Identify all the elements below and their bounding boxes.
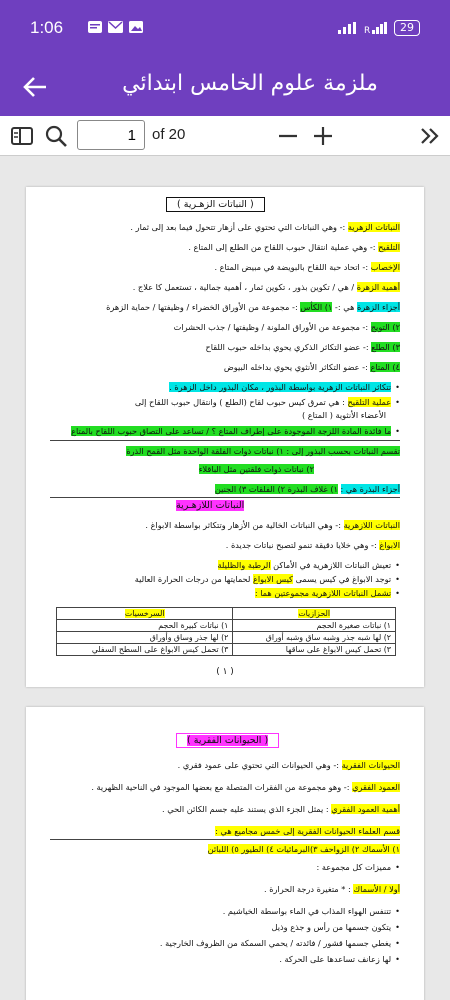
pdf-page-2 (26, 707, 424, 1000)
table-cell: ٣) تحمل كيس الابواغ على ساقها (233, 644, 396, 656)
back-arrow-icon[interactable] (20, 72, 50, 102)
system-icons (338, 20, 420, 36)
page2-title: ( الحيوانات الفقرية ) (176, 733, 279, 748)
status-time: 1:06 (30, 18, 64, 37)
text-line: ٢) التويج :- مجموعة من الأوراق الملونة / وظيفتها / جذب الحشرات (173, 322, 400, 332)
table-cell: ٢) لها شبه جذر وشبه ساق وشبه أوراق (233, 632, 396, 644)
table-row (57, 620, 396, 632)
bullet-line: • تتكاثر النباتات الزهرية بواسطة البذور ، مكان البذور داخل الزهرة . (169, 381, 400, 393)
bullet-line: • توجد الابواغ في كيس يسمى كيس الابواغ لحمايتها من درجات الحرارة العالية (135, 573, 400, 585)
table-row (57, 632, 396, 644)
page1-title: ( النباتات الزهـرية ) (166, 197, 265, 212)
book-outline-icon[interactable] (10, 124, 34, 148)
text-line: الإخصاب :- اتحاد حبة اللقاح بالبويضة في مبيض المتاع . (214, 262, 400, 272)
text-line: أهمية الزهرة / هي / تكوين بذور ، تكوين ثمار ، أهمية جمالية ، تستعمل كا علاج . (132, 282, 400, 292)
text-line: التلقيح :- وهي عملية انتقال حبوب اللقاح من الطلع إلى المتاع . (188, 242, 400, 252)
battery-icon: 29 (394, 20, 420, 36)
bullet-line: • عملية التلقيح : هي تمرق كيس حبوب لقاح (الطلع ) وانتقال حبوب اللقاح إلى (135, 396, 400, 408)
table-header: الحزازيات (233, 608, 396, 620)
bullet-line: • مميزات كل مجموعة : (316, 861, 400, 873)
table-row (57, 644, 396, 656)
page-total: of 20 (152, 126, 186, 143)
bullet-line: • ما فائدة المادة اللزجة الموجودة على إطراف المتاع ؟ / تساعد على التصاق حبوب اللقاح بالمتاع (71, 425, 400, 437)
text-line: ٢) نباتات ذوات فلقتين مثل الباقلاء (198, 464, 314, 474)
zoom-out-icon[interactable] (276, 124, 300, 148)
table-cell: ١) نباتات صغيرة الحجم (233, 620, 396, 632)
text-line: ١) الأسماك ٢) الزواحف ٣)البرمائيات ٤) الطيور ٥) اللبائن (207, 844, 400, 854)
text-line: العمود الفقري :- وهو مجموعة من الفقرات المتصلة مع بعضها الموجود في الناحية الظهرية . (91, 782, 400, 792)
text-line: ٤) المتاع :- عضو التكاثر الأنثوي يحوي بداخله البيوض (223, 362, 400, 372)
text-line: الابواغ :- وهي خلايا دقيقة تنمو لتصبح نباتات جديدة . (225, 540, 400, 550)
bullet-line: • يتكون جسمها من رأس و جذع وذيل (272, 921, 400, 933)
image-icon (129, 21, 143, 33)
status-bar (0, 0, 450, 58)
page1-title2: النباتات اللازهـرية (176, 500, 245, 511)
message-icon (88, 21, 102, 33)
double-chevron-right-icon[interactable] (418, 124, 442, 148)
text-line: النباتات اللازهرية :- وهي النباتات الخالية من الأزهار وتتكاثر بواسطة الابواغ . (145, 520, 400, 530)
bullet-line: • لها زعانف تساعدها على الحركة . (279, 953, 400, 965)
bullet-line-cont: الأعضاء الأنثوية ( المتاع ) (301, 410, 386, 420)
table-cell: ١) نباتات كبيرة الحجم (57, 620, 233, 632)
text-line: قسم العلماء الحيوانات الفقرية إلى خمس مجاميع هي : (215, 826, 400, 836)
text-line: ٣) الطلع :- عضو التكاثر الذكري يحوي بداخله حبوب اللقاح (205, 342, 400, 352)
divider (50, 440, 400, 441)
text-line: أجزاء الزهرة هي :- ١) الكأس :- مجموعة من الأوراق الخضراء / وظيفتها / حماية الزهرة (106, 302, 400, 312)
app-title: ملزمة علوم الخامس ابتدائي (122, 71, 378, 96)
divider (50, 497, 400, 498)
table-cell: ٣) تحمل كيس الابواغ على السطح السفلي (57, 644, 233, 656)
page-number-input[interactable] (77, 120, 145, 150)
table-header: السرخسيات (57, 608, 233, 620)
text-line: النباتات الزهرية :- وهي النباتات التي تحتوي على أزهار تتحول فيما بعد إلى ثمار . (130, 222, 400, 232)
text-line: أهمية العمود الفقري : يمثل الجزء الذي يستند عليه جسم الكائن الحي . (162, 804, 400, 814)
app-bar (0, 58, 450, 116)
comparison-table (56, 607, 396, 656)
signal-icon (338, 22, 358, 34)
bullet-line: • تشمل النباتات اللازهرية مجموعتين هما : (255, 587, 400, 599)
mail-icon (108, 21, 123, 33)
document-viewer[interactable] (0, 157, 450, 1000)
bullet-line: • يغطي جسمها قشور / فائدته / يحمي السمكة من الظروف الخارجية . (160, 937, 400, 949)
pdf-toolbar (0, 116, 450, 156)
table-header-row (57, 608, 396, 620)
text-line: أولا / الأسماك : * متغيرة درجة الحرارة . (264, 884, 400, 894)
text-line: تقسم النباتات بحسب البذور إلى : ١) نباتات ذوات الفلقة الواحدة مثل القمح الذرة (126, 446, 400, 456)
bullet-line: • تتنفس الهواء المذاب في الماء بواسطة الخياشيم . (223, 905, 400, 917)
bullet-line: • تعيش النباتات اللازهرية في الأماكن الرطبة والظليلة (218, 559, 401, 571)
divider (50, 839, 400, 840)
zoom-in-icon[interactable] (311, 124, 335, 148)
notification-icons (88, 21, 143, 33)
pdf-page-1 (26, 187, 424, 687)
page-number: ( ١ ) (216, 667, 234, 677)
signal-r-icon (364, 22, 388, 34)
text-line: الحيوانات الفقرية :- وهي الحيوانات التي تحتوي على عمود فقري . (177, 760, 400, 770)
text-line: أجزاء البذرة هي : ١) غلاف البذرة ٢) الفلقات ٣) الجنين (214, 484, 400, 494)
table-cell: ٢) لها جذر وساق وأوراق (57, 632, 233, 644)
search-icon[interactable] (44, 124, 68, 148)
svg-text:R: R (364, 26, 371, 34)
